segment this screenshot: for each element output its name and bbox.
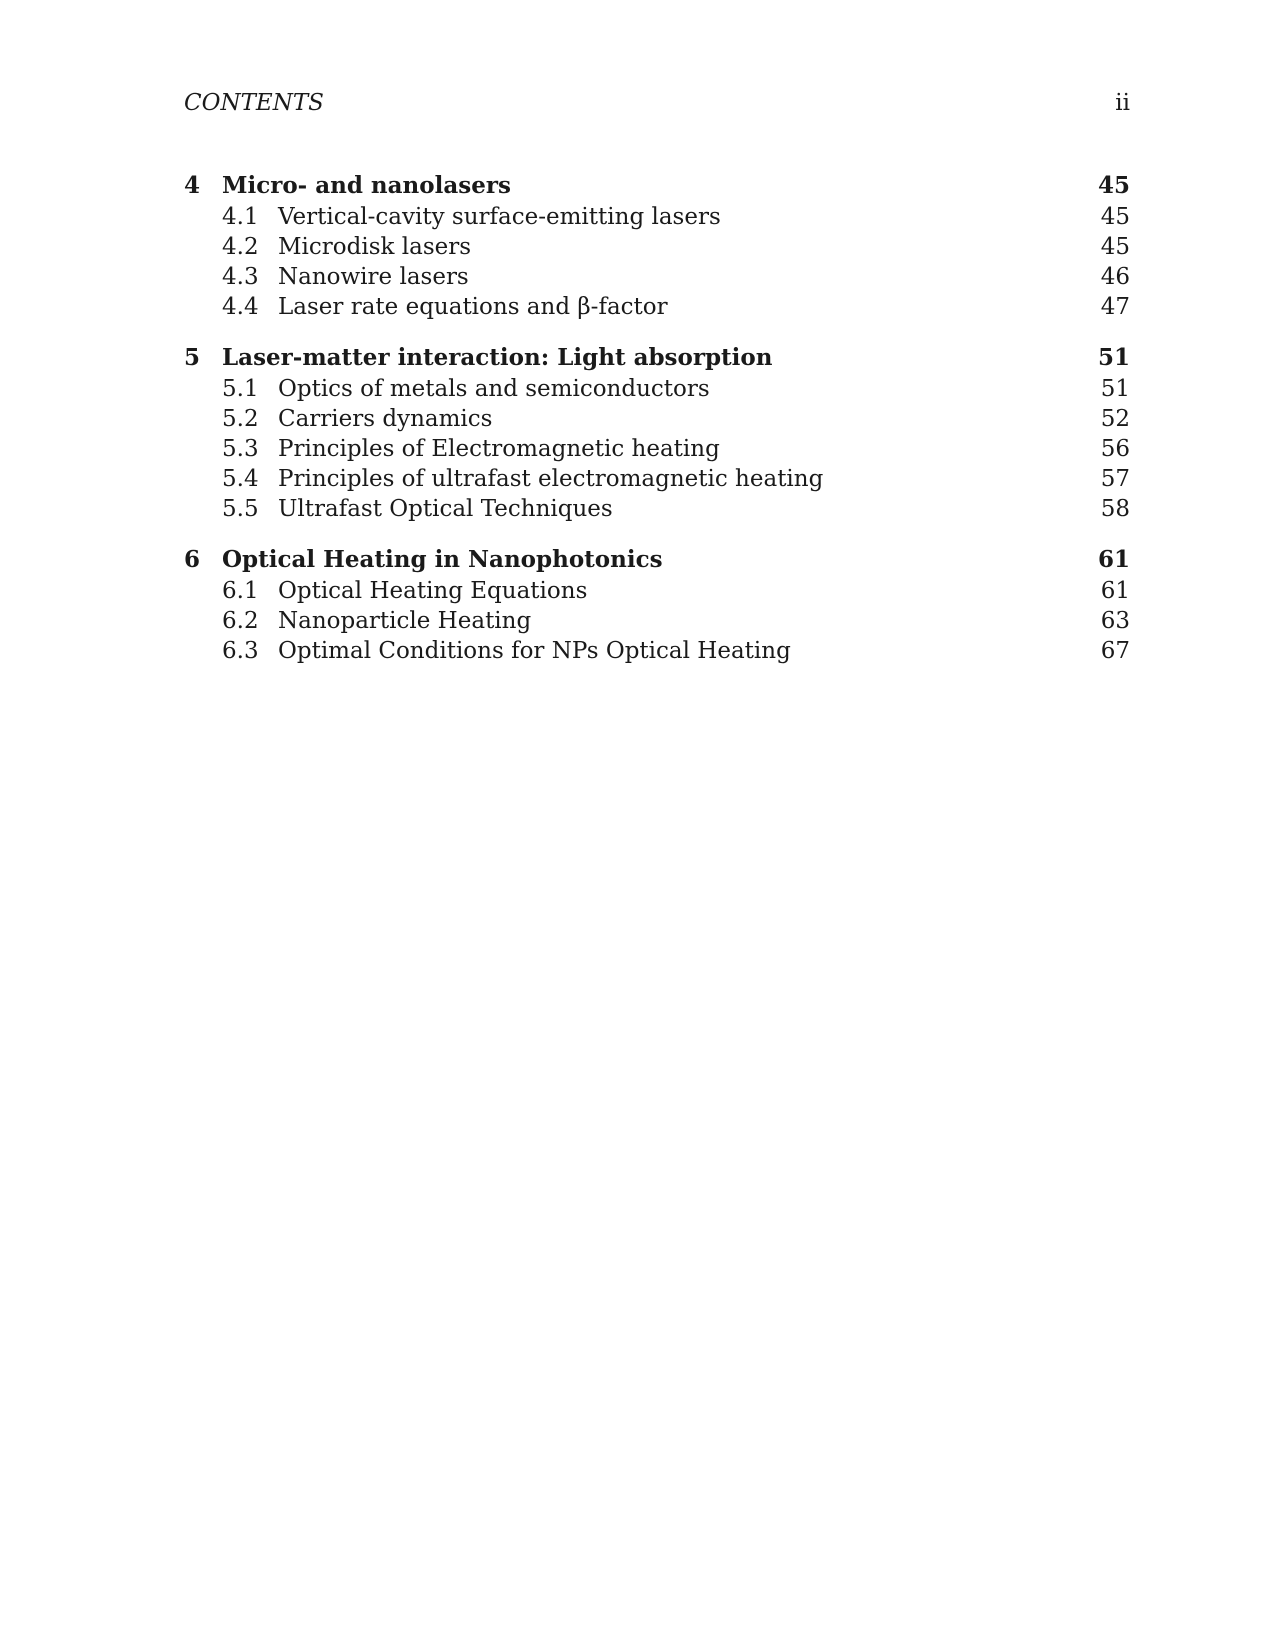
toc-chapter-4: [184, 170, 1130, 322]
chapter-title: Micro- and nanolasers: [222, 172, 511, 199]
section-number: 5.3: [222, 436, 259, 462]
section-number: 5.5: [222, 496, 259, 522]
section-number: 6.3: [222, 638, 259, 664]
toc-section-entry[interactable]: [184, 636, 1130, 666]
toc-chapter-entry[interactable]: [184, 342, 1130, 374]
section-number: 4.1: [222, 204, 259, 230]
toc-section-entry[interactable]: [184, 202, 1130, 232]
section-title: Optics of metals and semiconductors: [278, 376, 710, 402]
running-head-title: CONTENTS: [184, 90, 324, 116]
section-page: 51: [1100, 376, 1130, 402]
section-number: 4.3: [222, 264, 259, 290]
chapter-title: Laser-matter interaction: Light absorption: [222, 344, 773, 371]
chapter-title: Optical Heating in Nanophotonics: [222, 546, 663, 573]
section-page: 45: [1100, 234, 1130, 260]
section-page: 63: [1100, 608, 1130, 634]
section-title: Principles of ultrafast electromagnetic heating: [278, 466, 824, 492]
section-title: Microdisk lasers: [278, 234, 472, 260]
section-page: 58: [1100, 496, 1130, 522]
toc-section-entry[interactable]: [184, 232, 1130, 262]
section-title: Ultrafast Optical Techniques: [278, 496, 613, 522]
section-page: 56: [1100, 436, 1130, 462]
table-of-contents: [184, 170, 1130, 686]
toc-section-entry[interactable]: [184, 292, 1130, 322]
section-title: Carriers dynamics: [278, 406, 493, 432]
section-number: 4.2: [222, 234, 259, 260]
page-number: ii: [1115, 90, 1130, 116]
section-title: Nanowire lasers: [278, 264, 469, 290]
section-title: Principles of Electromagnetic heating: [278, 436, 720, 462]
section-title: Optical Heating Equations: [278, 578, 588, 604]
section-number: 5.4: [222, 466, 259, 492]
toc-section-entry[interactable]: [184, 464, 1130, 494]
toc-chapter-6: [184, 544, 1130, 666]
chapter-number: 5: [184, 344, 201, 371]
section-number: 6.2: [222, 608, 259, 634]
toc-section-entry[interactable]: [184, 374, 1130, 404]
toc-chapter-entry[interactable]: [184, 170, 1130, 202]
section-page: 45: [1100, 204, 1130, 230]
section-number: 6.1: [222, 578, 259, 604]
toc-section-entry[interactable]: [184, 576, 1130, 606]
chapter-number: 4: [184, 172, 201, 199]
chapter-page: 51: [1097, 344, 1130, 371]
section-page: 67: [1100, 638, 1130, 664]
section-title: Optimal Conditions for NPs Optical Heating: [278, 638, 791, 664]
toc-chapter-5: [184, 342, 1130, 524]
section-page: 47: [1100, 294, 1130, 320]
toc-section-entry[interactable]: [184, 434, 1130, 464]
section-page: 46: [1100, 264, 1130, 290]
section-page: 52: [1100, 406, 1130, 432]
section-number: 5.1: [222, 376, 259, 402]
chapter-page: 45: [1097, 172, 1130, 199]
section-number: 4.4: [222, 294, 259, 320]
toc-section-entry[interactable]: [184, 494, 1130, 524]
section-title: Nanoparticle Heating: [278, 608, 532, 634]
section-title: Vertical-cavity surface-emitting lasers: [278, 204, 721, 230]
toc-section-entry[interactable]: [184, 404, 1130, 434]
section-title: Laser rate equations and β-factor: [278, 294, 668, 320]
section-number: 5.2: [222, 406, 259, 432]
chapter-page: 61: [1097, 546, 1130, 573]
section-page: 61: [1100, 578, 1130, 604]
toc-section-entry[interactable]: [184, 606, 1130, 636]
chapter-number: 6: [184, 546, 201, 573]
toc-chapter-entry[interactable]: [184, 544, 1130, 576]
toc-section-entry[interactable]: [184, 262, 1130, 292]
section-page: 57: [1100, 466, 1130, 492]
